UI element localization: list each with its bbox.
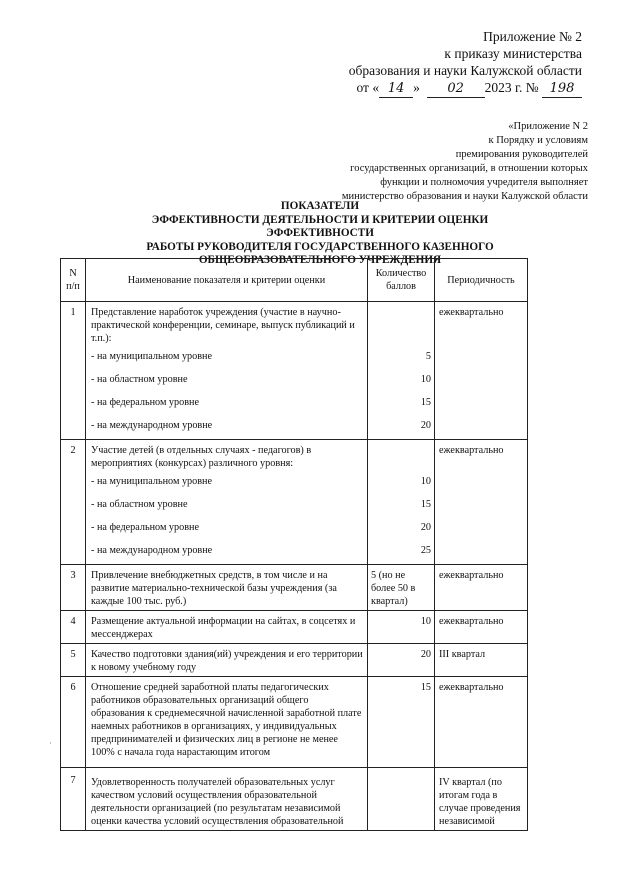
table-row — [61, 440, 528, 565]
row-num: 6 — [61, 677, 86, 768]
row-desc: Отношение средней заработной платы педагогических работников образовательных организаций общего образования к среднемесячной начисленной заработной плате наемных работников в организациях, у индивидуальных предпринимателей и физических лиц в регионе не менее 100% с начала года нарастающим итогом — [86, 677, 368, 768]
row-points: 5 (но не более 50 в квартал) — [368, 565, 435, 611]
row-points — [368, 768, 435, 831]
row-points: 20 — [368, 644, 435, 677]
row-desc-text: Участие детей (в отдельных случаях - педагогов) в мероприятиях (конкурсах) различного уровня: — [91, 445, 312, 469]
table-row — [61, 565, 528, 611]
indicators-table — [60, 258, 528, 831]
row-period: III квартал — [435, 644, 528, 677]
row-period: ежеквартально — [435, 611, 528, 644]
appendix-date-line — [349, 79, 582, 98]
row-num: 1 — [61, 302, 86, 440]
handwritten-day: 14 — [379, 80, 413, 98]
sub-appendix-line: премирования руководителей — [455, 149, 588, 160]
table-row — [61, 302, 528, 440]
row-desc: Качество подготовки здания(ий) учреждения и его территории к новому учебному году — [86, 644, 368, 677]
level-points: 10 — [420, 374, 431, 385]
row-desc — [86, 440, 368, 565]
row-period: ежеквартально — [435, 565, 528, 611]
date-mid: » — [413, 80, 420, 95]
level-points: 15 — [420, 499, 431, 510]
sub-appendix-line: к Порядку и условиям — [488, 135, 588, 146]
appendix-line-3: образования и науки Калужской области — [348, 63, 582, 78]
row-period: ежеквартально — [435, 302, 528, 440]
header-points: Количество баллов — [368, 259, 435, 302]
title-line: ПОКАЗАТЕЛИ — [280, 200, 360, 212]
year-text: 2023 г. № — [484, 80, 539, 95]
level-label: - на муниципальном уровне — [91, 351, 213, 362]
table-row — [61, 677, 528, 768]
level-points: 10 — [420, 476, 431, 487]
level-points: 25 — [420, 545, 431, 556]
appendix-line-1: Приложение № 2 — [483, 29, 582, 44]
appendix-header — [349, 28, 582, 98]
row-desc: Привлечение внебюджетных средств, в том числе и на развитие материально-технической базы учреждения (за каждые 100 тыс. руб.) — [86, 565, 368, 611]
sub-appendix-line: функции и полномочия учредителя выполняет — [380, 177, 588, 188]
level-points: 5 — [425, 351, 431, 362]
handwritten-month: 02 — [427, 80, 485, 98]
level-points: 15 — [420, 397, 431, 408]
title-line: ЭФФЕКТИВНОСТИ ДЕЯТЕЛЬНОСТИ И КРИТЕРИИ ОЦЕНКИ ЭФФЕКТИВНОСТИ — [151, 213, 489, 239]
row-period: ежеквартально — [435, 677, 528, 768]
level-points: 20 — [420, 522, 431, 533]
table-header-row — [61, 259, 528, 302]
row-period: ежеквартально — [435, 440, 528, 565]
level-label: - на международном уровне — [91, 420, 213, 431]
row-desc: Удовлетворенность получателей образовательных услуг качеством условий осуществления образовательной деятельности организацией (по результатам независимой оценки качества условий осуществления образовательной — [86, 768, 368, 831]
row-desc: Размещение актуальной информации на сайтах, в соцсетях и мессенджерах — [86, 611, 368, 644]
header-num: N п/п — [61, 259, 86, 302]
row-points — [368, 440, 435, 565]
table-row — [61, 768, 528, 831]
header-name: Наименование показателя и критерии оценки — [86, 259, 368, 302]
appendix-line-2: к приказу министерства — [444, 46, 582, 61]
date-prefix: от « — [356, 80, 380, 95]
row-desc — [86, 302, 368, 440]
level-label: - на федеральном уровне — [91, 397, 199, 408]
level-points: 20 — [420, 420, 431, 431]
row-points: 15 — [368, 677, 435, 768]
sub-appendix-line: министерство образования и науки Калужской области — [341, 191, 588, 202]
row-desc-text: Представление наработок учреждения (участие в научно-практической конференции, семинаре, выпуск публикаций и т.п.): — [91, 307, 355, 344]
title-line: ОБЩЕОБРАЗОВАТЕЛЬНОГО УЧРЕЖДЕНИЯ — [198, 254, 442, 266]
row-num: 4 — [61, 611, 86, 644]
row-num: 2 — [61, 440, 86, 565]
table-row — [61, 644, 528, 677]
scan-dot: · — [49, 738, 52, 748]
row-num: 7 — [61, 768, 86, 831]
level-label: - на муниципальном уровне — [91, 476, 213, 487]
row-period: IV квартал (по итогам года в случае проведения независимой — [435, 768, 528, 831]
row-points — [368, 302, 435, 440]
level-label: - на международном уровне — [91, 545, 213, 556]
sub-appendix-header — [342, 120, 588, 204]
level-label: - на областном уровне — [91, 499, 188, 510]
level-label: - на федеральном уровне — [91, 522, 199, 533]
sub-appendix-line: «Приложение N 2 — [508, 121, 588, 132]
row-num: 3 — [61, 565, 86, 611]
handwritten-number: 198 — [542, 80, 582, 98]
table-row — [61, 611, 528, 644]
title-line: РАБОТЫ РУКОВОДИТЕЛЯ ГОСУДАРСТВЕННОГО КАЗЕННОГО — [146, 240, 494, 253]
sub-appendix-line: государственных организаций, в отношении которых — [350, 163, 588, 174]
level-label: - на областном уровне — [91, 374, 188, 385]
row-num: 5 — [61, 644, 86, 677]
row-points: 10 — [368, 611, 435, 644]
header-period: Периодичность — [435, 259, 528, 302]
